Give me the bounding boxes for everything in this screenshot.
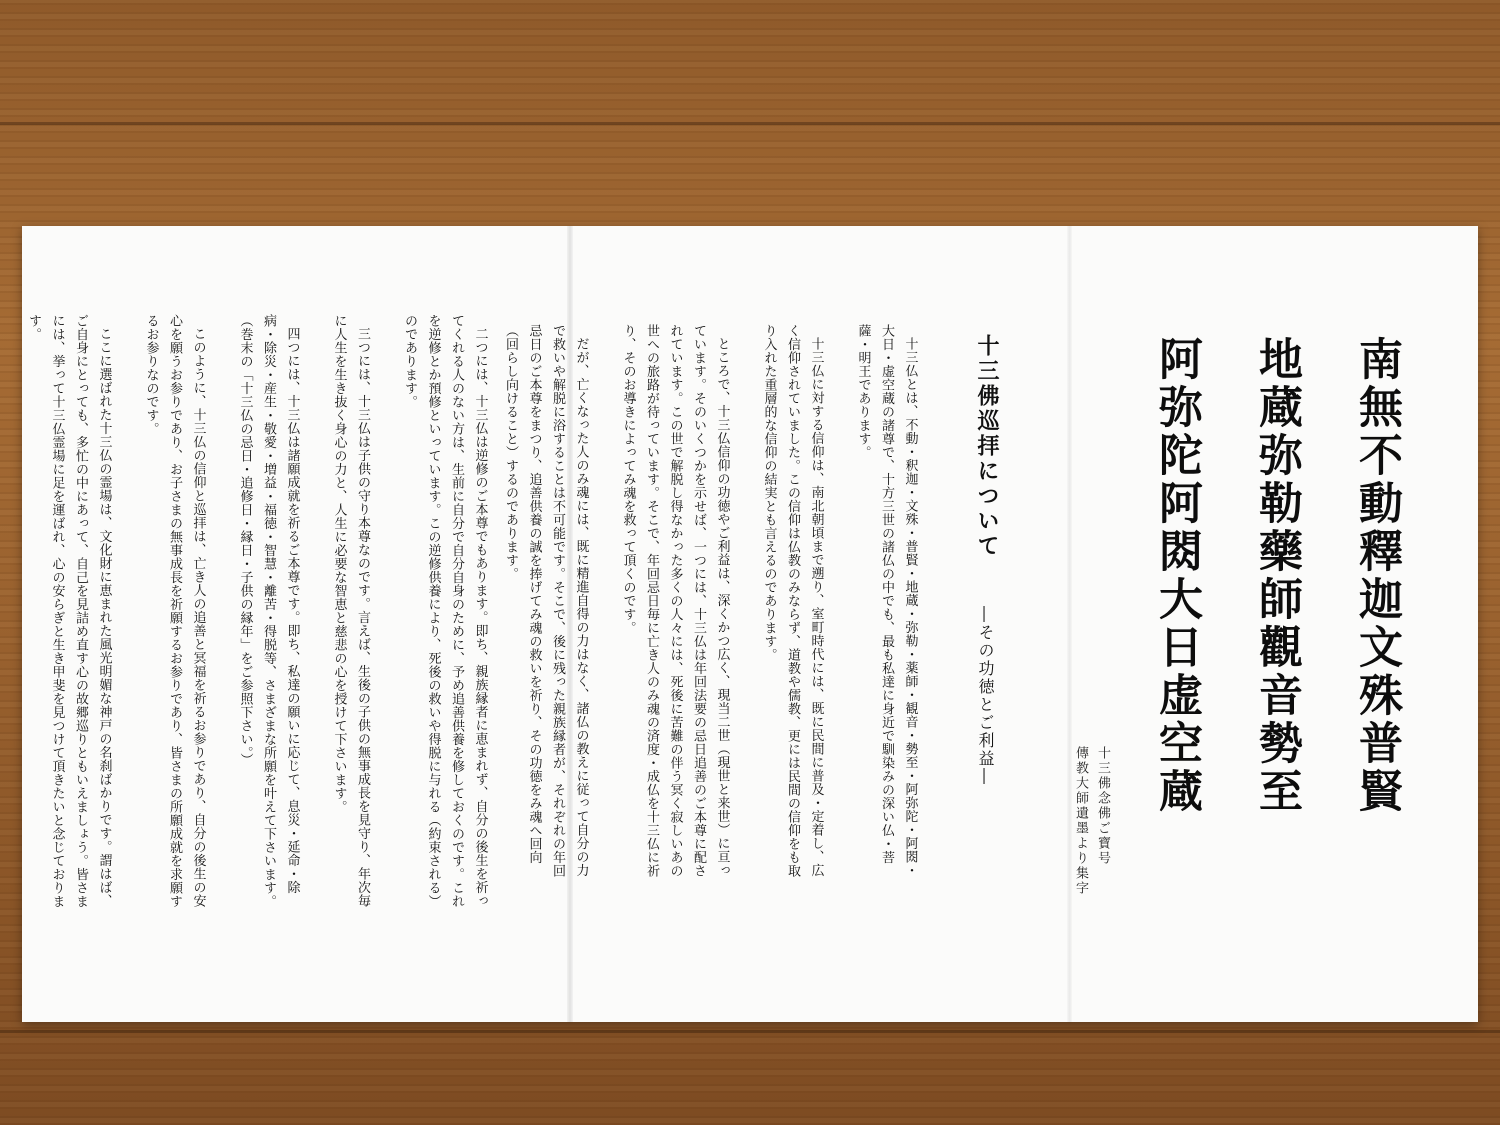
page-subtitle: ―その功徳とご利益―: [976, 606, 995, 786]
paragraph: このように、十三仏の信仰と巡拝は、亡き人の追善と冥福を祈るお参りであり、自分の後生の安心を願うお参りであり、お子さまの無事成長を祈願するお参りであり、皆さまの所願成就を求願するお参りなのです。: [143, 314, 206, 908]
calligraphy-line: 阿弥陀阿閦大日虚空蔵: [1151, 336, 1202, 816]
paragraph: ところで、十三仏信仰の功徳やご利益は、深くかつ広く、現当二世（現世と来世）に亘っています。そのいくつかを示せば、一つには、十三仏は年回法要の忌日追善のご本尊に配されています。この世で解脱し得なかった多くの人々には、死後に苦難の伴う冥く寂しいあの世への旅路が待っています。そこで、年回忌日毎に亡き人のみ魂の済度・成仏を十三仏に祈り、そのお導きによってみ魂を救って頂くのです。: [620, 324, 730, 878]
credit-line: 十三佛念佛ご寶号: [1095, 746, 1110, 866]
paragraph: ここに選ばれた十三仏の霊場は、文化財に恵まれた風光明媚な神戸の名刹ばかりです。謂はば、ご自身にとっても、多忙の中にあって、自己を見詰め直す心の故郷巡りともいえましょう。皆さまには、挙って十三仏霊場に足を運ばれ、心の安らぎと生き甲斐を見つけて頂きたいと念じております。: [26, 314, 112, 908]
calligraphy-credit: [1069, 746, 1113, 986]
floor-board-seam: [0, 1030, 1500, 1033]
calligraphy-line: 地蔵弥勒藥師觀音勢至: [1251, 336, 1302, 816]
page-title: 十三佛巡拝について: [974, 334, 1000, 559]
left-body-text: [26, 314, 515, 914]
middle-body-text: [503, 324, 945, 884]
credit-line: 傳教大師遺墨より集字: [1073, 746, 1088, 896]
floor-board-seam: [0, 122, 1500, 125]
paragraph: 十三仏とは、不動・釈迦・文殊・普賢・地蔵・弥勒・薬師・観音・勢至・阿弥陀・阿閦・大日・虚空蔵の諸尊で、十方三世の諸仏の中でも、最も私達に身近で馴染みの深い仏・菩薩・明王であります。: [855, 324, 918, 877]
paragraph: 三つには、十三仏は子供の守り本尊なのです。言えば、生後の子供の無事成長を見守り、年次毎に人生を生き抜く身心の力と、人生に必要な智恵と慈悲の心を授けて下さいます。: [331, 314, 370, 908]
calligraphy-line: 南無不動釋迦文殊普賢: [1351, 336, 1402, 816]
paragraph: 四つには、十三仏は諸願成就を祈るご本尊です。即ち、私達の願いに応じて、息災・延命・除病・除災・産生・敬愛・増益・福徳・智慧・離苦・得脱等、さまざまな所願を叶えて下さいます。（巻末の「十三仏の忌日・追修日・縁日・子供の縁年」をご参照下さい。）: [237, 314, 300, 908]
paragraph: だが、亡くなった人のみ魂には、既に精進自得の力はなく、諸仏の教えに従って自分の力で救いや解脱に浴することは不可能です。そこで、後に残った親族縁者が、それぞれの年回忌日のご本尊をまつり、追善供養の誠を捧げてみ魂の救いを祈り、その功徳をみ魂へ回向（回らし向けること）するのであります。: [503, 324, 589, 878]
pamphlet-page: [22, 226, 1478, 1022]
section-subheading: [974, 606, 997, 866]
paragraph: 二つには、十三仏は逆修のご本尊でもあります。即ち、親族縁者に恵まれず、自分の後生を祈ってくれる人のない方は、生前に自分で自分自身のために、予め追善供養を修しておくのです。これを逆修とか預修といっています。この逆修供養により、死後の救いや得脱に与れる（約束される）のであります。: [402, 314, 488, 908]
paragraph: 十三仏に対する信仰は、南北朝頃まで遡り、室町時代には、既に民間に普及・定着し、広く信仰されていました。この信仰は仏教のみならず、道教や儒教、更には民間の信仰をも取り入れた重層的な信仰の結実とも言えるのであります。: [761, 324, 824, 878]
